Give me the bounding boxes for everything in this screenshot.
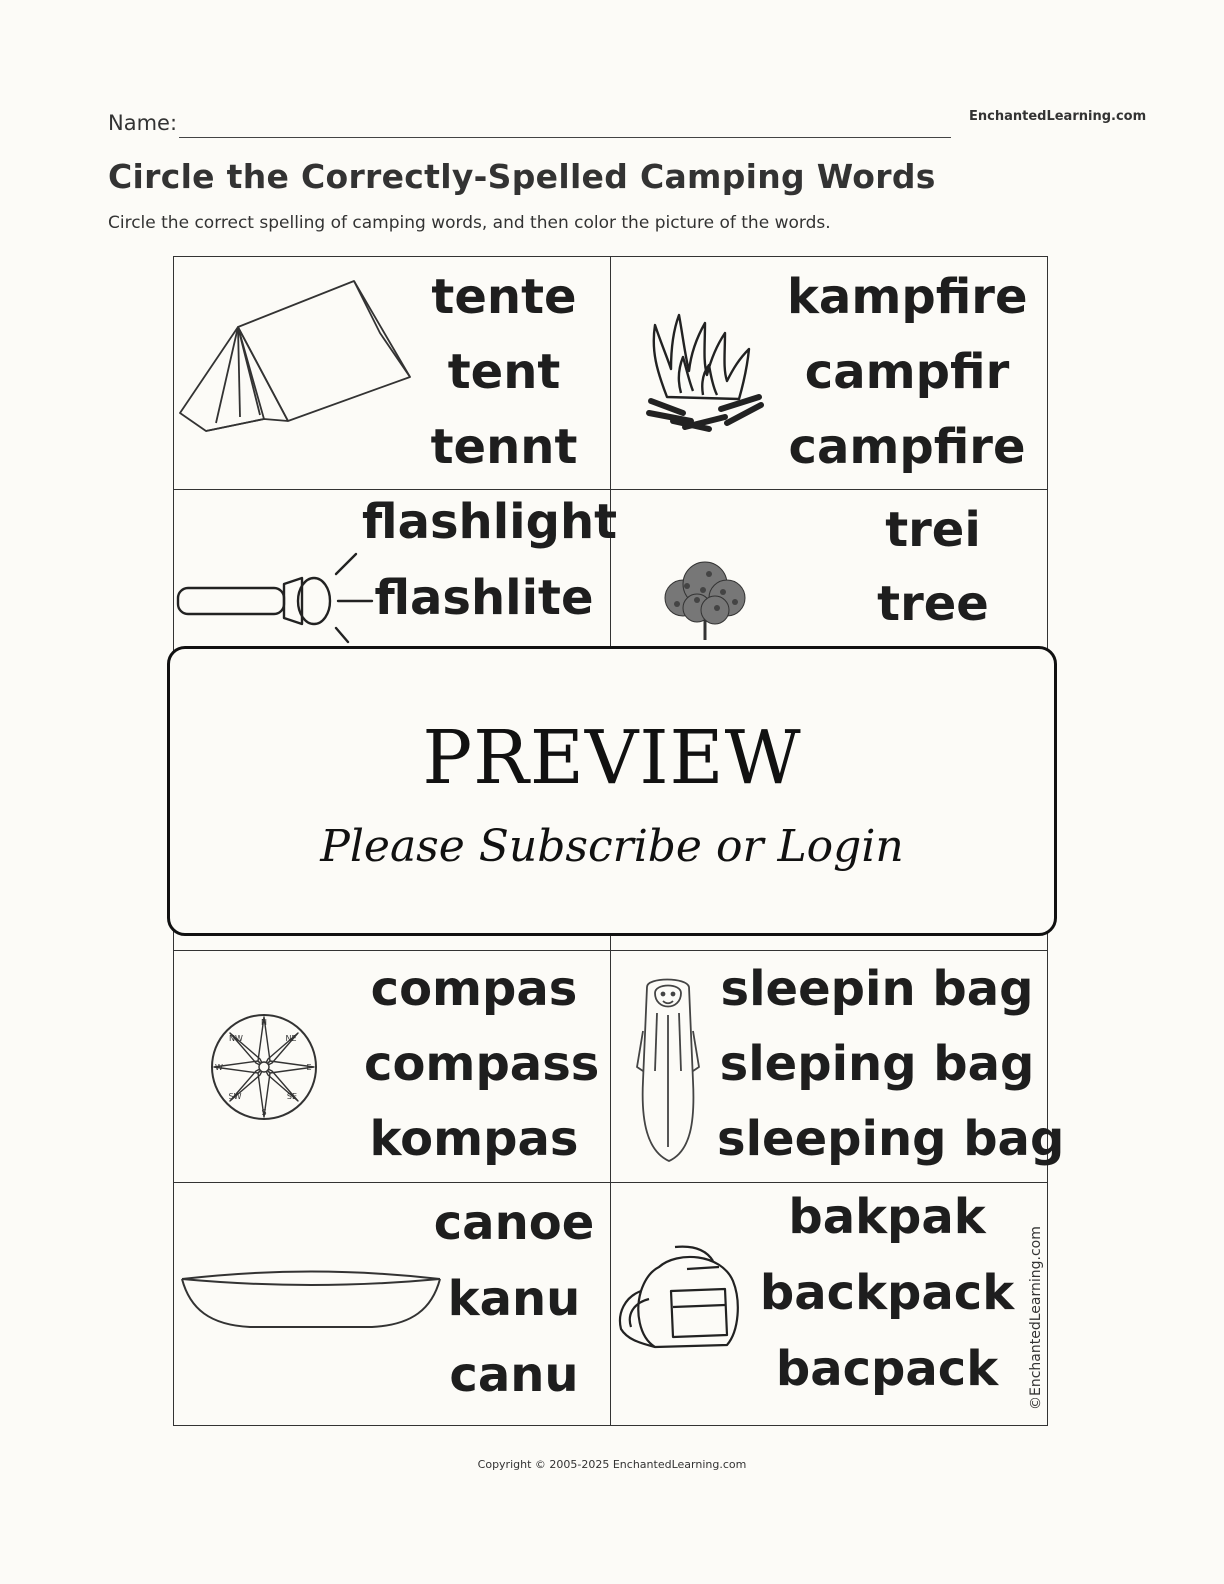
- name-line: [179, 137, 951, 138]
- site-label: EnchantedLearning.com: [969, 109, 1147, 124]
- cell-canoe: [174, 1183, 611, 1425]
- compass-direction: SW: [228, 1092, 242, 1101]
- compass-direction: E: [306, 1063, 312, 1072]
- compass-direction: W: [215, 1063, 223, 1072]
- preview-overlay[interactable]: [167, 646, 1057, 936]
- name-label: Name:: [108, 111, 178, 135]
- cell-sleeping-bag: [611, 951, 1065, 1183]
- word-option: bacpack: [775, 1341, 999, 1397]
- word-option: flashlite: [374, 570, 594, 626]
- word-option: sleeping bag: [717, 1111, 1065, 1167]
- compass-direction: N: [261, 1018, 267, 1027]
- word-option: canoe: [433, 1195, 595, 1251]
- compass-direction: NE: [285, 1034, 297, 1043]
- word-option: kampfire: [787, 269, 1028, 325]
- compass-direction: S: [261, 1108, 267, 1117]
- cell-compass: [174, 951, 611, 1183]
- word-option: tente: [431, 269, 577, 325]
- compass-direction: SE: [286, 1092, 298, 1101]
- tent-icon: [176, 273, 416, 443]
- word-option: tennt: [430, 419, 578, 475]
- word-option: tent: [447, 344, 561, 400]
- copyright: Copyright © 2005-2025 EnchantedLearning.com: [477, 1458, 747, 1471]
- tree-icon: [657, 556, 753, 646]
- word-option: campfir: [804, 344, 1010, 400]
- word-option: backpack: [759, 1265, 1015, 1321]
- compass-icon: [206, 1009, 322, 1125]
- cell-tent: [174, 257, 611, 490]
- word-option: compass: [364, 1036, 600, 1092]
- vertical-credit: ©EnchantedLearning.com: [1028, 1226, 1044, 1410]
- cell-campfire: [611, 257, 1047, 490]
- backpack-icon: [615, 1241, 741, 1353]
- worksheet-title: Circle the Correctly-Spelled Camping Words: [108, 157, 936, 196]
- word-option: kanu: [447, 1271, 581, 1327]
- preview-title: PREVIEW: [422, 715, 802, 801]
- word-option: bakpak: [788, 1189, 986, 1245]
- word-option: trei: [885, 502, 981, 558]
- campfire-icon: [645, 309, 765, 433]
- word-option: kompas: [369, 1111, 579, 1167]
- word-option: flashlight: [362, 494, 618, 550]
- word-option: tree: [877, 576, 989, 632]
- word-option: sleepin bag: [720, 961, 1034, 1017]
- word-option: sleping bag: [719, 1036, 1035, 1092]
- word-option: compas: [370, 961, 578, 1017]
- cell-backpack: [611, 1183, 1047, 1425]
- compass-direction: NW: [229, 1034, 243, 1043]
- word-option: campfire: [788, 419, 1026, 475]
- subscribe-login-link[interactable]: Please Subscribe or Login: [320, 821, 904, 872]
- canoe-icon: [180, 1265, 442, 1335]
- sleeping-bag-icon: [633, 971, 703, 1165]
- worksheet-instructions: Circle the correct spelling of camping words, and then color the picture of the words.: [108, 213, 831, 233]
- word-option: canu: [449, 1347, 579, 1403]
- flashlight-icon: [176, 548, 376, 648]
